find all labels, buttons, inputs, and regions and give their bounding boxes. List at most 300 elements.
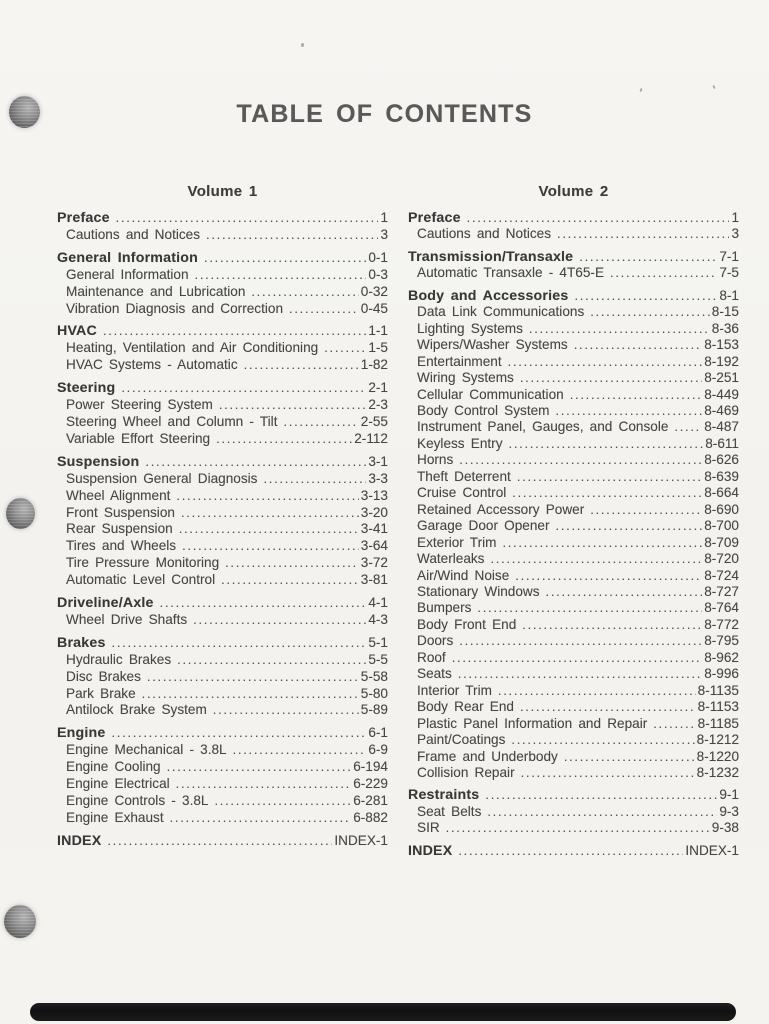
entry-page-number: 8-727: [704, 583, 739, 599]
toc-sub-entry: [57, 301, 388, 318]
toc-sub-entry: [57, 555, 388, 572]
entry-label: Automatic Level Control: [66, 572, 216, 588]
toc-sub-entry: [57, 538, 388, 555]
entry-label: Air/Wind Noise: [417, 567, 510, 583]
dot-leader: [521, 765, 695, 781]
toc-sub-entry: [408, 716, 739, 732]
toc-sub-entry: [408, 820, 739, 836]
entry-label: General Information: [66, 266, 189, 282]
toc-section-entry: [408, 249, 739, 265]
entry-label: Antilock Brake System: [66, 702, 207, 718]
dot-leader: [179, 521, 359, 538]
entry-page-number: 1: [380, 210, 388, 225]
dot-leader: [570, 387, 703, 403]
entry-page-number: 3-81: [360, 572, 388, 588]
entry-label: Keyless Entry: [417, 435, 503, 451]
entry-page-number: 0-32: [360, 283, 388, 299]
toc-sub-entry: [408, 370, 739, 386]
entry-label: Seat Belts: [417, 803, 482, 819]
dot-leader: [112, 635, 367, 652]
toc-sub-entry: [408, 535, 739, 551]
dot-leader: [508, 354, 703, 370]
toc-sub-entry: [57, 267, 388, 284]
entry-page-number: 3-3: [368, 470, 388, 486]
entry-label: Tire Pressure Monitoring: [66, 555, 220, 571]
dot-leader: [490, 551, 702, 567]
toc-section-entry: [57, 380, 388, 397]
entry-label: Stationary Windows: [417, 583, 540, 599]
dot-leader: [477, 600, 702, 616]
dot-leader: [324, 340, 366, 357]
binder-hole-middle: [6, 498, 35, 529]
toc-sub-entry: [408, 485, 739, 501]
entry-page-number: 8-487: [704, 419, 739, 435]
entry-page-number: 3-72: [360, 555, 388, 571]
toc-sub-entry: [57, 521, 388, 538]
dot-leader: [452, 650, 703, 666]
toc-sub-entry: [57, 357, 388, 374]
toc-section-entry: [57, 635, 388, 652]
volume-2-toc-list: [408, 210, 739, 859]
entry-page-number: 8-36: [711, 320, 739, 336]
scan-speck: [301, 43, 304, 47]
entry-label: Driveline/Axle: [57, 595, 154, 612]
entry-label: Maintenance and Lubrication: [66, 283, 246, 299]
dot-leader: [121, 380, 366, 397]
toc-sub-entry: [408, 518, 739, 534]
volume-2-header: Volume 2: [538, 183, 609, 200]
dot-leader: [112, 725, 367, 742]
dot-leader: [225, 555, 359, 572]
entry-page-number: 1: [731, 210, 739, 225]
entry-label: Preface: [408, 210, 461, 226]
entry-label: Tires and Wheels: [66, 538, 177, 554]
entry-page-number: 8-962: [704, 649, 739, 665]
dot-leader: [244, 357, 359, 374]
toc-sub-entry: [57, 810, 388, 827]
dot-leader: [182, 538, 359, 555]
entry-label: Steering: [57, 380, 116, 397]
entry-label: Instrument Panel, Gauges, and Console: [417, 419, 669, 435]
dot-leader: [574, 288, 717, 304]
entry-label: HVAC: [57, 323, 97, 340]
volume-1-header: Volume 1: [187, 183, 258, 200]
toc-sub-entry: [408, 584, 739, 600]
entry-page-number: 1-5: [368, 340, 388, 356]
entry-label: Wiring Systems: [417, 370, 514, 386]
scan-bottom-bar: [30, 1003, 736, 1021]
dot-leader: [590, 502, 702, 518]
entry-label: Exterior Trim: [417, 534, 497, 550]
toc-section-entry: [57, 833, 388, 850]
entry-label: Theft Deterrent: [417, 468, 511, 484]
toc-sub-entry: [408, 337, 739, 353]
page-title: TABLE OF CONTENTS: [236, 100, 533, 128]
toc-sub-entry: [408, 403, 739, 419]
entry-label: Power Steering System: [66, 397, 213, 413]
dot-leader: [515, 568, 702, 584]
binder-hole-bottom: [4, 905, 36, 938]
entry-label: Body Front End: [417, 616, 517, 632]
entry-label: Engine Exhaust: [66, 809, 164, 825]
dot-leader: [446, 820, 710, 836]
entry-label: Plastic Panel Information and Repair: [417, 715, 648, 731]
entry-page-number: 3-13: [360, 487, 388, 503]
toc-sub-entry: [408, 304, 739, 320]
dot-leader: [283, 414, 358, 431]
entry-label: Interior Trim: [417, 682, 492, 698]
entry-page-number: 8-1212: [696, 732, 739, 748]
entry-page-number: 5-5: [368, 651, 388, 667]
entry-page-number: 8-690: [704, 501, 739, 517]
entry-label: INDEX: [408, 842, 453, 859]
dot-leader: [219, 397, 367, 414]
toc-section-entry: [57, 323, 388, 340]
toc-sub-entry: [408, 804, 739, 820]
toc-sub-entry: [57, 669, 388, 686]
entry-label: Front Suspension: [66, 504, 175, 520]
toc-sub-entry: [57, 759, 388, 776]
dot-leader: [610, 265, 717, 281]
toc-sub-entry: [57, 686, 388, 703]
dot-leader: [459, 633, 702, 649]
toc-columns: [57, 183, 739, 859]
dot-leader: [458, 666, 702, 682]
dot-leader: [204, 250, 366, 267]
entry-page-number: 8-1: [719, 287, 739, 303]
dot-leader: [107, 833, 332, 850]
entry-label: Heating, Ventilation and Air Conditioning: [66, 340, 319, 356]
dot-leader: [181, 505, 359, 522]
entry-label: SIR: [417, 820, 440, 836]
entry-page-number: INDEX-1: [685, 842, 739, 858]
scan-speck: [639, 88, 642, 92]
dot-leader: [177, 652, 366, 669]
dot-leader: [517, 469, 702, 485]
entry-label: Hydraulic Brakes: [66, 651, 172, 667]
entry-page-number: 8-795: [704, 633, 739, 649]
entry-page-number: 1-1: [368, 323, 388, 339]
toc-section-entry: [57, 595, 388, 612]
toc-section-entry: [408, 787, 739, 803]
dot-leader: [147, 669, 359, 686]
entry-page-number: 5-58: [360, 668, 388, 684]
dot-leader: [214, 793, 351, 810]
entry-label: Waterleaks: [417, 551, 485, 567]
entry-label: Seats: [417, 666, 452, 682]
entry-label: Wheel Alignment: [66, 487, 171, 503]
entry-page-number: 8-996: [704, 666, 739, 682]
volume-1-column: [57, 183, 388, 859]
toc-sub-entry: [408, 633, 739, 649]
entry-label: Horns: [417, 452, 454, 468]
entry-label: Vibration Diagnosis and Correction: [66, 300, 284, 316]
entry-page-number: 0-45: [360, 300, 388, 316]
entry-label: Engine Controls - 3.8L: [66, 793, 209, 808]
toc-sub-entry: [408, 600, 739, 616]
toc-sub-entry: [408, 551, 739, 567]
dot-leader: [590, 304, 710, 320]
entry-page-number: 8-720: [704, 551, 739, 567]
dot-leader: [167, 759, 352, 776]
entry-label: Cruise Control: [417, 485, 507, 501]
toc-sub-entry: [408, 617, 739, 633]
entry-page-number: 8-153: [704, 337, 739, 353]
entry-page-number: 6-229: [353, 776, 388, 792]
dot-leader: [512, 485, 702, 501]
toc-sub-entry: [57, 572, 388, 589]
entry-page-number: 8-192: [704, 353, 739, 369]
toc-sub-entry: [408, 683, 739, 699]
entry-page-number: 2-1: [368, 380, 388, 396]
entry-page-number: 0-1: [368, 249, 388, 265]
entry-label: Restraints: [408, 787, 480, 804]
dot-leader: [579, 249, 717, 265]
dot-leader: [459, 452, 702, 468]
entry-label: Automatic Transaxle - 4T65-E: [417, 265, 605, 281]
entry-label: Wipers/Washer Systems: [417, 337, 568, 353]
entry-page-number: 1-82: [360, 357, 388, 373]
toc-sub-entry: [408, 749, 739, 765]
dot-leader: [556, 518, 703, 534]
entry-page-number: 4-3: [368, 611, 388, 627]
entry-page-number: 5-89: [360, 702, 388, 718]
toc-sub-entry: [57, 702, 388, 719]
entry-label: Retained Accessory Power: [417, 501, 585, 517]
entry-label: Paint/Coatings: [417, 732, 506, 748]
toc-sub-entry: [57, 652, 388, 669]
toc-sub-entry: [57, 612, 388, 629]
dot-leader: [502, 535, 702, 551]
entry-label: Preface: [57, 210, 110, 226]
toc-section-entry: [57, 210, 388, 227]
entry-page-number: 3: [380, 226, 388, 242]
entry-page-number: 8-1153: [697, 699, 739, 715]
toc-sub-entry: [408, 666, 739, 682]
dot-leader: [498, 683, 696, 699]
toc-section-entry: [57, 250, 388, 267]
toc-sub-entry: [57, 488, 388, 505]
entry-page-number: 8-1232: [696, 764, 739, 780]
entry-page-number: 9-38: [711, 820, 739, 836]
entry-page-number: 8-251: [704, 370, 739, 386]
toc-sub-entry: [57, 284, 388, 301]
toc-sub-entry: [408, 226, 739, 242]
entry-label: Rear Suspension: [66, 521, 173, 537]
dot-leader: [213, 702, 359, 719]
entry-label: Brakes: [57, 634, 106, 651]
entry-page-number: 2-112: [354, 430, 388, 446]
dot-leader: [193, 612, 366, 629]
toc-sub-entry: [57, 340, 388, 357]
entry-label: Body Control System: [417, 402, 550, 418]
volume-2-column: [408, 183, 739, 859]
toc-sub-entry: [408, 419, 739, 435]
toc-section-entry: [408, 843, 739, 859]
entry-label: Body and Accessories: [408, 287, 569, 304]
entry-page-number: 0-3: [368, 266, 388, 282]
entry-page-number: 5-1: [368, 634, 388, 650]
entry-page-number: INDEX-1: [334, 832, 388, 848]
dot-leader: [458, 843, 683, 859]
entry-label: Transmission/Transaxle: [408, 248, 574, 265]
entry-label: INDEX: [57, 832, 102, 849]
entry-page-number: 3-20: [360, 504, 388, 520]
dot-leader: [522, 617, 702, 633]
toc-sub-entry: [57, 793, 388, 810]
dot-leader: [487, 804, 717, 820]
dot-leader: [574, 337, 703, 353]
toc-sub-entry: [57, 742, 388, 759]
toc-sub-entry: [408, 568, 739, 584]
dot-leader: [251, 284, 358, 301]
entry-page-number: 3: [731, 226, 739, 242]
entry-label: Wheel Drive Shafts: [66, 611, 188, 627]
toc-sub-entry: [408, 650, 739, 666]
toc-sub-entry: [408, 436, 739, 452]
dot-leader: [557, 226, 729, 242]
entry-label: Engine: [57, 725, 106, 742]
entry-page-number: 6-9: [368, 742, 388, 758]
toc-sub-entry: [57, 414, 388, 431]
dot-leader: [142, 686, 359, 703]
dot-leader: [511, 732, 694, 748]
toc-sub-entry: [408, 469, 739, 485]
entry-page-number: 6-281: [353, 793, 388, 808]
dot-leader: [206, 227, 378, 244]
dot-leader: [216, 431, 352, 448]
dot-leader: [195, 267, 367, 284]
entry-label: Engine Electrical: [66, 776, 170, 792]
entry-page-number: 8-772: [704, 616, 739, 632]
dot-leader: [674, 419, 702, 435]
dot-leader: [263, 471, 366, 488]
entry-label: Frame and Underbody: [417, 748, 558, 764]
entry-label: Entertainment: [417, 353, 502, 369]
entry-label: Lighting Systems: [417, 320, 523, 336]
entry-page-number: 3-41: [360, 521, 388, 537]
toc-sub-entry: [408, 765, 739, 781]
entry-page-number: 3-1: [368, 453, 388, 469]
entry-page-number: 9-1: [719, 787, 739, 803]
entry-page-number: 7-5: [719, 265, 739, 281]
toc-sub-entry: [57, 431, 388, 448]
toc-sub-entry: [408, 732, 739, 748]
entry-page-number: 8-1135: [697, 682, 739, 698]
entry-page-number: 6-882: [353, 809, 388, 825]
entry-page-number: 8-724: [704, 567, 739, 583]
dot-leader: [289, 301, 359, 318]
volume-1-toc-list: [57, 210, 388, 850]
entry-label: Garage Door Opener: [417, 518, 550, 534]
entry-label: Collision Repair: [417, 764, 515, 780]
scan-speck: [712, 85, 716, 89]
entry-label: Body Rear End: [417, 699, 514, 715]
entry-page-number: 5-80: [360, 685, 388, 701]
toc-sub-entry: [57, 227, 388, 244]
entry-label: Variable Effort Steering: [66, 430, 211, 446]
entry-page-number: 8-700: [704, 518, 739, 534]
entry-page-number: 4-1: [368, 595, 388, 611]
toc-sub-entry: [408, 321, 739, 337]
entry-label: Engine Cooling: [66, 759, 161, 775]
dot-leader: [529, 321, 710, 337]
dot-leader: [176, 776, 352, 793]
toc-sub-entry: [408, 265, 739, 281]
entry-label: Cautions and Notices: [417, 226, 552, 242]
entry-page-number: 2-3: [368, 397, 388, 413]
entry-page-number: 9-3: [719, 803, 739, 819]
entry-page-number: 8-626: [704, 452, 739, 468]
dot-leader: [520, 699, 696, 715]
dot-leader: [546, 584, 703, 600]
entry-page-number: 8-15: [711, 304, 739, 320]
entry-label: Roof: [417, 649, 446, 665]
entry-page-number: 8-469: [704, 402, 739, 418]
entry-label: Cautions and Notices: [66, 226, 201, 242]
dot-leader: [116, 210, 379, 227]
entry-page-number: 6-1: [368, 725, 388, 741]
entry-label: Disc Brakes: [66, 668, 141, 684]
toc-sub-entry: [408, 387, 739, 403]
toc-sub-entry: [57, 471, 388, 488]
dot-leader: [221, 572, 359, 589]
entry-page-number: 8-449: [704, 386, 739, 402]
entry-label: Data Link Communications: [417, 304, 585, 320]
entry-page-number: 6-194: [353, 759, 388, 775]
entry-page-number: 8-611: [705, 435, 739, 451]
toc-sub-entry: [408, 502, 739, 518]
dot-leader: [160, 595, 367, 612]
entry-page-number: 8-709: [704, 534, 739, 550]
entry-page-number: 8-1185: [697, 715, 739, 731]
entry-label: Steering Wheel and Column - Tilt: [66, 413, 278, 429]
toc-section-entry: [57, 725, 388, 742]
toc-section-entry: [408, 288, 739, 304]
dot-leader: [145, 454, 366, 471]
toc-section-entry: [408, 210, 739, 226]
dot-leader: [176, 488, 358, 505]
entry-page-number: 8-664: [704, 485, 739, 501]
entry-label: Suspension General Diagnosis: [66, 470, 258, 486]
dot-leader: [509, 436, 704, 452]
dot-leader: [520, 370, 702, 386]
entry-label: Engine Mechanical - 3.8L: [66, 742, 227, 758]
toc-section-entry: [57, 454, 388, 471]
dot-leader: [485, 787, 717, 803]
dot-leader: [467, 210, 730, 226]
entry-page-number: 3-64: [360, 538, 388, 554]
entry-label: Cellular Communication: [417, 386, 564, 402]
toc-sub-entry: [408, 452, 739, 468]
entry-page-number: 8-639: [704, 468, 739, 484]
dot-leader: [653, 716, 695, 732]
entry-label: Park Brake: [66, 685, 136, 701]
dot-leader: [103, 323, 366, 340]
dot-leader: [170, 810, 352, 827]
entry-label: Bumpers: [417, 600, 472, 616]
toc-sub-entry: [57, 397, 388, 414]
dot-leader: [555, 403, 702, 419]
toc-sub-entry: [57, 505, 388, 522]
toc-sub-entry: [408, 699, 739, 715]
entry-page-number: 8-764: [704, 600, 739, 616]
entry-label: Suspension: [57, 453, 140, 470]
entry-page-number: 7-1: [719, 248, 739, 264]
toc-sub-entry: [408, 354, 739, 370]
entry-page-number: 8-1220: [696, 748, 739, 764]
toc-sub-entry: [57, 776, 388, 793]
